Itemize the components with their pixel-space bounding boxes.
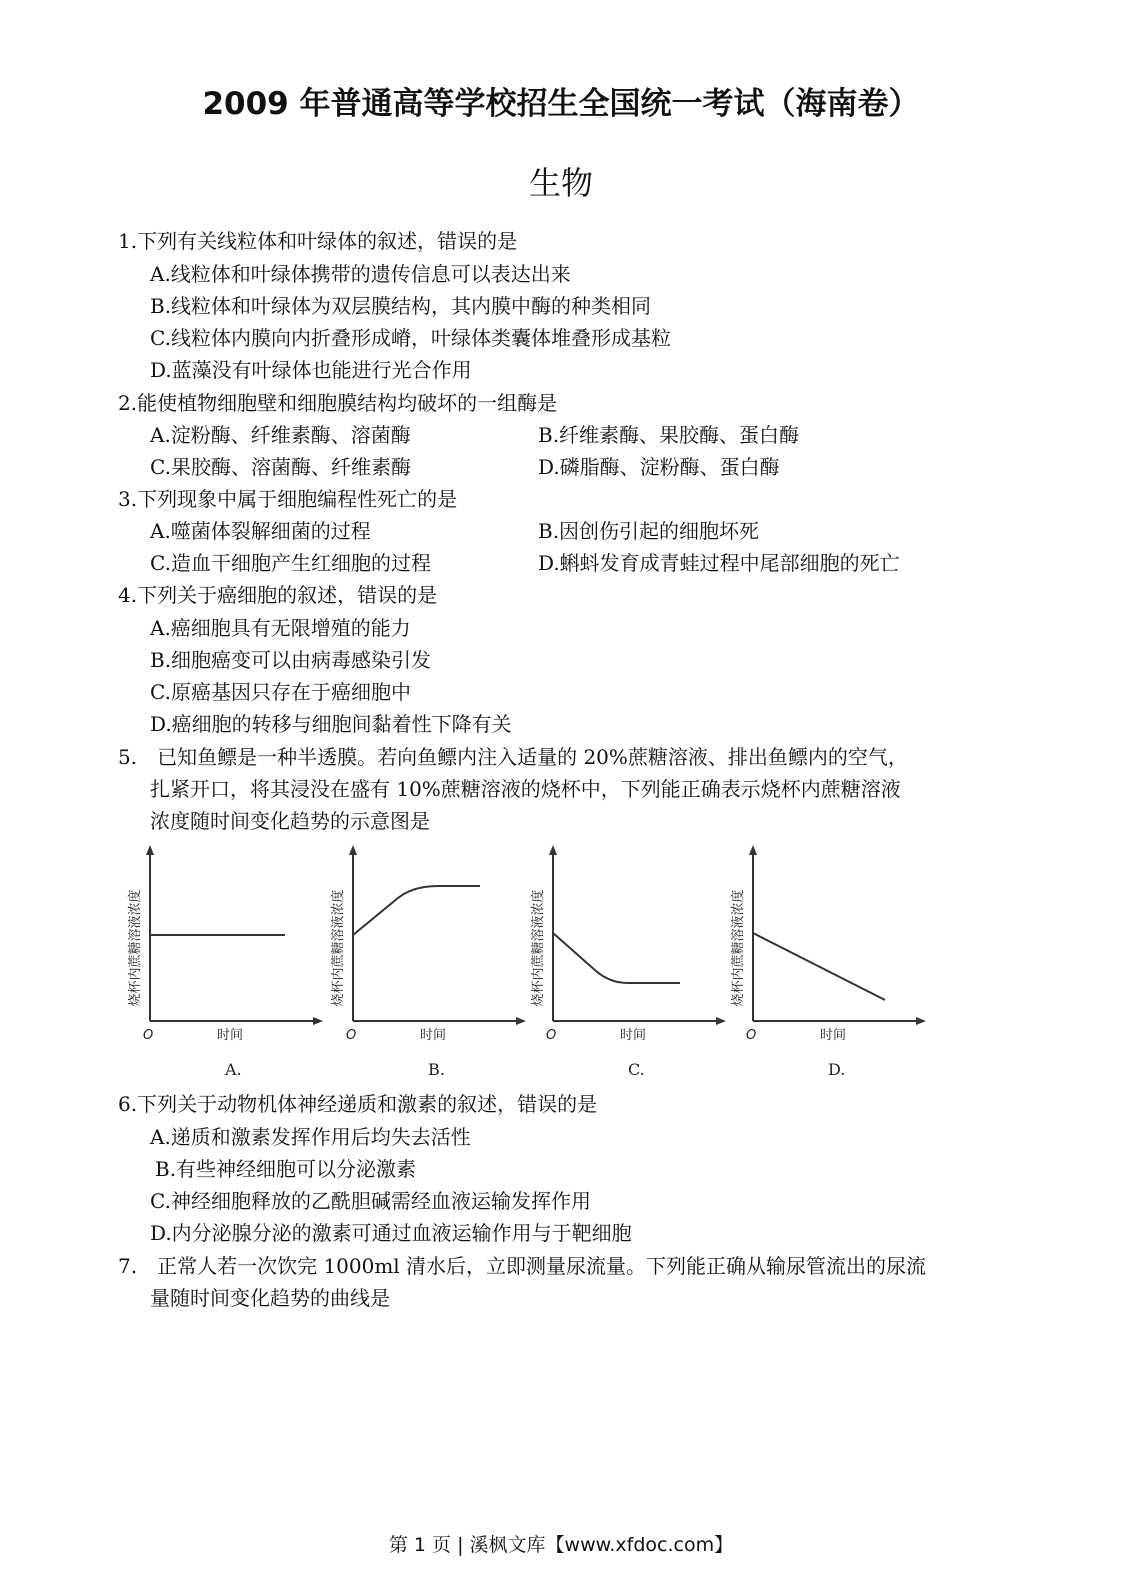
- graph-d-x-label: 时间: [820, 1028, 847, 1043]
- graph-a-x-label: 时间: [217, 1028, 244, 1043]
- question-4-option-d: D.癌细胞的转移与细胞间黏着性下降有关: [150, 712, 512, 736]
- question-4-option-a: A.癌细胞具有无限增殖的能力: [150, 616, 411, 640]
- question-6-stem: 6.下列关于动物机体神经递质和激素的叙述，错误的是: [118, 1092, 598, 1116]
- graph-b-y-arrow: [349, 845, 357, 855]
- graph-d-y-arrow: [749, 845, 757, 855]
- question-2-option-b: B.纤维素酶、果胶酶、蛋白酶: [538, 423, 800, 447]
- question-1-stem: 1.下列有关线粒体和叶绿体的叙述，错误的是: [118, 229, 518, 253]
- question-5-stem-line-3: 浓度随时间变化趋势的示意图是: [150, 809, 430, 833]
- question-3-stem: 3.下列现象中属于细胞编程性死亡的是: [118, 487, 458, 511]
- graph-b: [328, 843, 528, 1088]
- question-6-option-d: D.内分泌腺分泌的激素可通过血液运输作用与于靶细胞: [150, 1221, 632, 1245]
- graph-c-caption: C.: [628, 1060, 645, 1079]
- graph-c: [528, 843, 728, 1088]
- question-2-option-d: D.磷脂酶、淀粉酶、蛋白酶: [538, 455, 780, 479]
- page-title: 2009 年普通高等学校招生全国统一考试（海南卷）: [202, 86, 920, 122]
- question-3-option-d: D.蝌蚪发育成青蛙过程中尾部细胞的死亡: [538, 551, 900, 575]
- question-6-option-b: B.有些神经细胞可以分泌激素: [155, 1157, 417, 1181]
- graph-c-y-label: 烧杯内蔗糖溶液浓度: [531, 889, 546, 1007]
- graph-b-x-arrow: [516, 1017, 526, 1025]
- question-6-option-c: C.神经细胞释放的乙酰胆碱需经血液运输发挥作用: [150, 1189, 591, 1213]
- graph-d-x-arrow: [916, 1017, 926, 1025]
- graph-a-caption: A.: [225, 1060, 242, 1079]
- graph-d-origin: O: [746, 1028, 757, 1043]
- graph-c-y-arrow: [549, 845, 557, 855]
- graph-d-curve: [753, 933, 885, 1000]
- question-1-option-d: D.蓝藻没有叶绿体也能进行光合作用: [150, 358, 472, 382]
- question-1-option-a: A.线粒体和叶绿体携带的遗传信息可以表达出来: [150, 262, 571, 286]
- question-2-option-c: C.果胶酶、溶菌酶、纤维素酶: [150, 455, 411, 479]
- question-6-option-a: A.递质和激素发挥作用后均失去活性: [150, 1125, 471, 1149]
- question-3-option-a: A.噬菌体裂解细菌的过程: [150, 519, 371, 543]
- graph-a-y-arrow: [146, 845, 154, 855]
- question-3-option-b: B.因创伤引起的细胞坏死: [538, 519, 760, 543]
- graph-a-x-arrow: [313, 1017, 323, 1025]
- graph-a-origin: O: [143, 1028, 154, 1043]
- subject-title: 生物: [528, 164, 593, 202]
- question-1-option-c: C.线粒体内膜向内折叠形成嵴，叶绿体类囊体堆叠形成基粒: [150, 326, 671, 350]
- question-2-stem: 2.能使植物细胞壁和细胞膜结构均破坏的一组酶是: [118, 391, 558, 415]
- question-4-stem: 4.下列关于癌细胞的叙述，错误的是: [118, 583, 438, 607]
- graph-d-caption: D.: [828, 1060, 846, 1079]
- question-4-option-c: C.原癌基因只存在于癌细胞中: [150, 680, 411, 704]
- question-2-option-a: A.淀粉酶、纤维素酶、溶菌酶: [150, 423, 411, 447]
- graph-b-curve: [353, 886, 480, 935]
- graph-b-caption: B.: [428, 1060, 445, 1079]
- question-5-stem-line-1: 5. 已知鱼鳔是一种半透膜。若向鱼鳔内注入适量的 20%蔗糖溶液、排出鱼鳔内的空气，: [118, 745, 908, 769]
- graph-d-y-label: 烧杯内蔗糖溶液浓度: [731, 889, 746, 1007]
- page-footer: 第 1 页 | 溪枫文库【www.xfdoc.com】: [388, 1534, 734, 1556]
- graph-c-x-arrow: [716, 1017, 726, 1025]
- question-5-graphs: [125, 843, 945, 1088]
- graph-a-y-label: 烧杯内蔗糖溶液浓度: [128, 889, 143, 1007]
- graph-c-origin: O: [546, 1028, 557, 1043]
- graph-a: [125, 843, 325, 1088]
- graph-b-origin: O: [346, 1028, 357, 1043]
- question-3-option-c: C.造血干细胞产生红细胞的过程: [150, 551, 431, 575]
- question-4-option-b: B.细胞癌变可以由病毒感染引发: [150, 648, 432, 672]
- question-5-stem-line-2: 扎紧开口，将其浸没在盛有 10%蔗糖溶液的烧杯中，下列能正确表示烧杯内蔗糖溶液: [150, 777, 901, 801]
- question-1-option-b: B.线粒体和叶绿体为双层膜结构，其内膜中酶的种类相同: [150, 294, 652, 318]
- graph-b-x-label: 时间: [420, 1028, 447, 1043]
- graph-d: [728, 843, 928, 1088]
- graph-c-x-label: 时间: [620, 1028, 647, 1043]
- graph-c-curve: [553, 933, 680, 983]
- graph-b-y-label: 烧杯内蔗糖溶液浓度: [331, 889, 346, 1007]
- question-7-stem-line-2: 量随时间变化趋势的曲线是: [150, 1286, 390, 1310]
- question-7-stem-line-1: 7. 正常人若一次饮完 1000ml 清水后，立即测量尿流量。下列能正确从输尿管流出的尿流: [118, 1254, 927, 1278]
